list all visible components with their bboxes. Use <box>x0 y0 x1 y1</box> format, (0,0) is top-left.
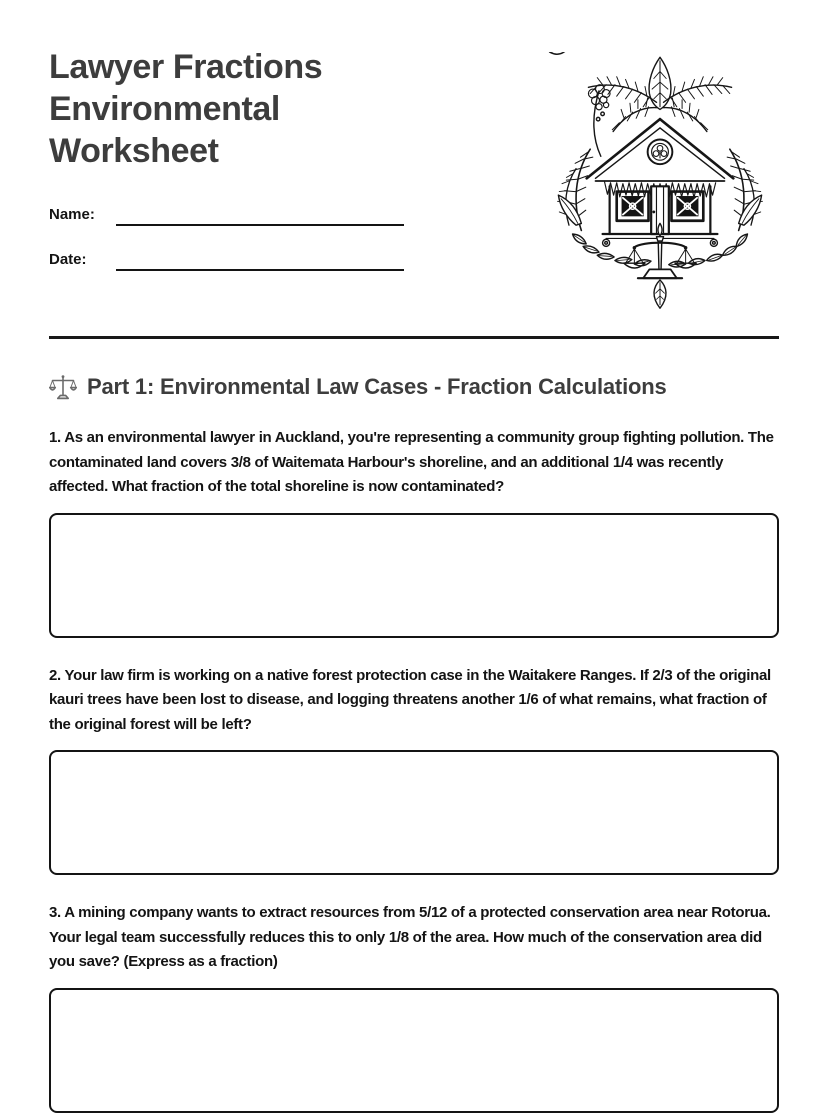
page-title <box>49 46 469 172</box>
part1-heading-text: Part 1: Environmental Law Cases - Fraction Calculations <box>87 374 667 399</box>
scales-of-justice-icon <box>49 374 77 401</box>
name-fill-line[interactable] <box>116 202 404 226</box>
date-fill-line[interactable] <box>116 247 404 271</box>
student-fields <box>49 202 469 271</box>
page-title-line-2: Environmental <box>49 90 280 128</box>
answer-box-1[interactable] <box>49 513 779 638</box>
page-title-line-3: Worksheet <box>49 132 219 170</box>
name-label: Name: <box>49 206 95 223</box>
question-3-text: 3. A mining company wants to extract resources from 5/12 of a protected conservation area near Rotorua. Your legal team successfully reduces this to only 1/8 of the area. How much of the conservation area did you save? (Express as a fraction) <box>49 904 771 970</box>
worksheet-header <box>49 0 779 310</box>
date-label: Date: <box>49 251 87 268</box>
answer-box-3[interactable] <box>49 988 779 1113</box>
environmental-law-hut-emblem-illustration <box>543 52 777 310</box>
page-title-line-1: Lawyer Fractions <box>49 48 323 86</box>
answer-box-2[interactable] <box>49 750 779 875</box>
header-illustration <box>543 52 777 310</box>
question-2-text: 2. Your law firm is working on a native forest protection case in the Waitakere Ranges. If 2/3 of the original kauri trees have been lost to disease, and logging threatens another 1/6 of what remains, what fraction of the original forest will be left? <box>49 666 771 733</box>
question-1-text: 1. As an environmental lawyer in Auckland, you're representing a community group fighting pollution. The contaminated land covers 3/8 of Waitemata Harbour's shoreline, and an additional 1/4 was recently affected. What fraction of the total shoreline is now contaminated? <box>49 429 774 495</box>
date-field-row <box>49 247 469 271</box>
part1-heading <box>49 372 779 402</box>
section-divider-rule <box>49 336 779 339</box>
header-left-column <box>49 46 469 310</box>
name-field-row <box>49 202 469 226</box>
